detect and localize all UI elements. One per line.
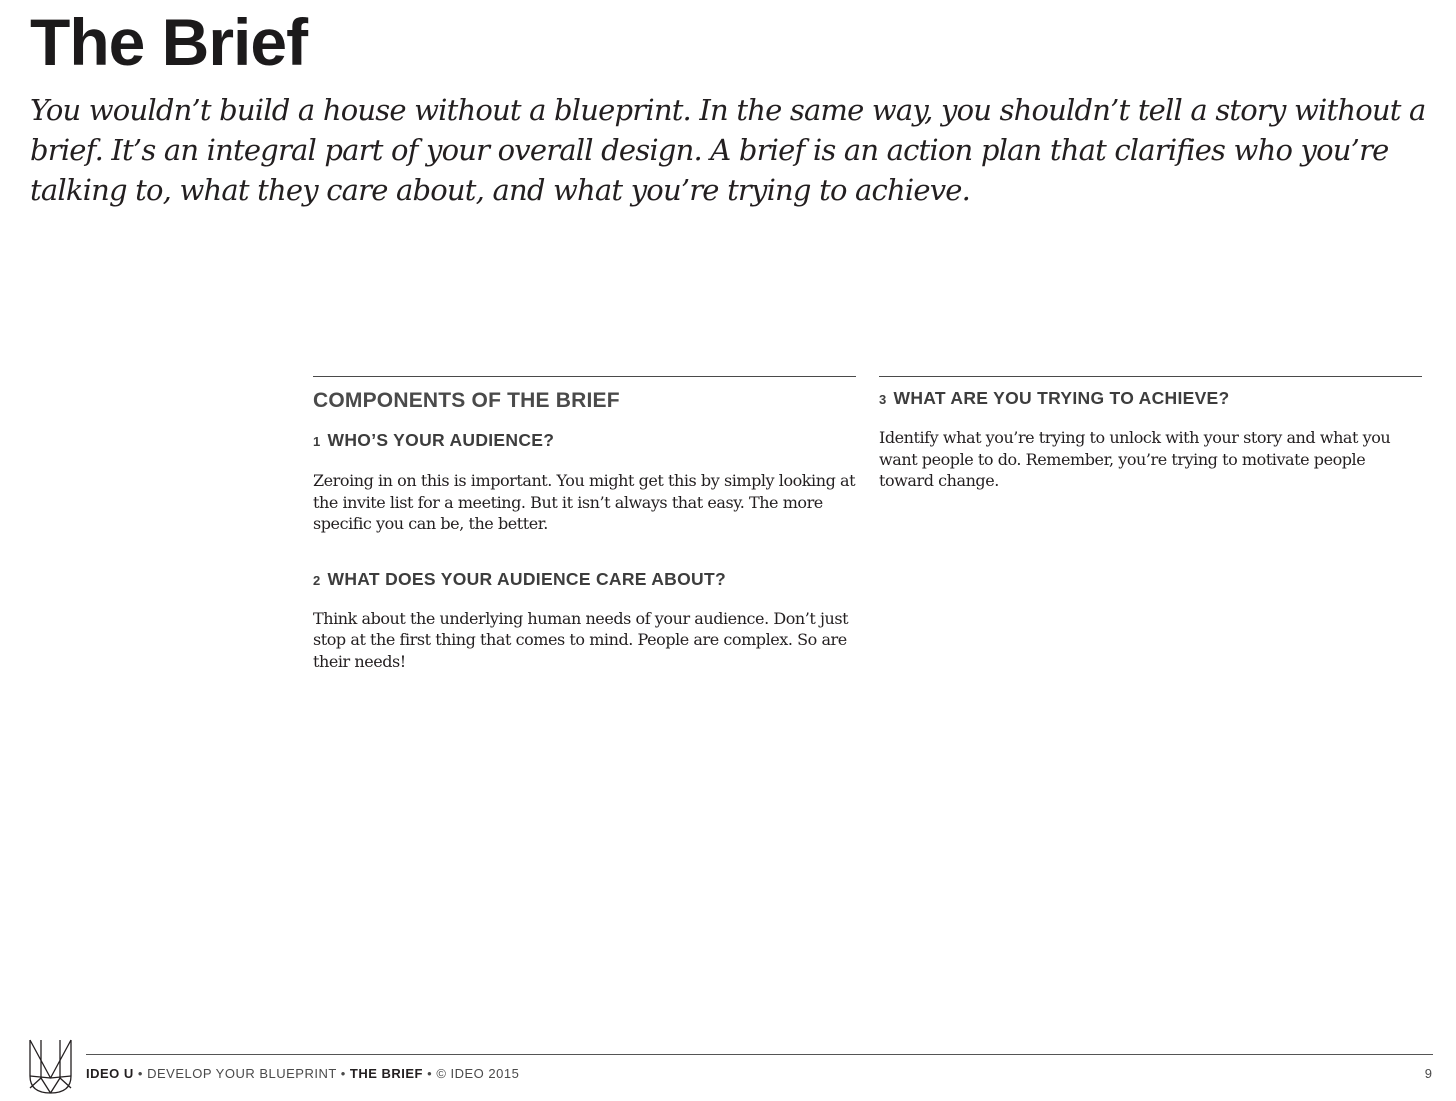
component-heading-audience-cares xyxy=(313,568,856,592)
footer-text xyxy=(86,1065,519,1083)
footer-separator: • xyxy=(427,1066,433,1081)
page-title: The Brief xyxy=(30,5,308,79)
components-right-column xyxy=(879,376,1422,492)
footer-chapter: THE BRIEF xyxy=(349,1066,423,1081)
footer-section: DEVELOP YOUR BLUEPRINT xyxy=(147,1066,337,1081)
footer-separator: • xyxy=(137,1066,143,1081)
component-number: 3 xyxy=(879,392,887,407)
component-heading-text: WHAT DOES YOUR AUDIENCE CARE ABOUT? xyxy=(327,568,726,589)
components-heading: COMPONENTS OF THE BRIEF xyxy=(313,389,620,412)
component-number: 2 xyxy=(313,572,321,588)
component-heading-audience xyxy=(313,429,856,453)
footer-copyright: © IDEO 2015 xyxy=(436,1066,520,1081)
page-number: 9 xyxy=(1424,1066,1432,1081)
component-body-achieve: Identify what you’re trying to unlock with your story and what you want people to do. Remember, you’re trying to motivate people toward change. xyxy=(879,428,1391,490)
footer-brand: IDEO U xyxy=(86,1066,134,1081)
footer-separator: • xyxy=(340,1066,346,1081)
component-body-audience: Zeroing in on this is important. You might get this by simply looking at the invite list for a meeting. But it isn’t always that easy. The more specific you can be, the better. xyxy=(313,471,856,533)
component-heading-text: WHAT ARE YOU TRYING TO ACHIEVE? xyxy=(893,388,1230,408)
ideo-u-logo-icon xyxy=(28,1038,73,1096)
intro-paragraph: You wouldn’t build a house without a blueprint. In the same way, you shouldn’t tell a story without a brief. It’s an integral part of your overall design. A brief is an action plan that clarifies who you’re talking to, what they care about, and what you’re trying to achieve. xyxy=(30,93,1426,207)
components-left-column xyxy=(313,376,856,672)
footer-divider xyxy=(86,1054,1433,1055)
component-number: 1 xyxy=(313,434,321,449)
component-heading-achieve xyxy=(879,377,1422,411)
component-heading-text: WHO’S YOUR AUDIENCE? xyxy=(327,430,555,450)
component-body-audience-cares: Think about the underlying human needs of your audience. Don’t just stop at the first thing that comes to mind. People are complex. So are their needs! xyxy=(313,608,849,671)
